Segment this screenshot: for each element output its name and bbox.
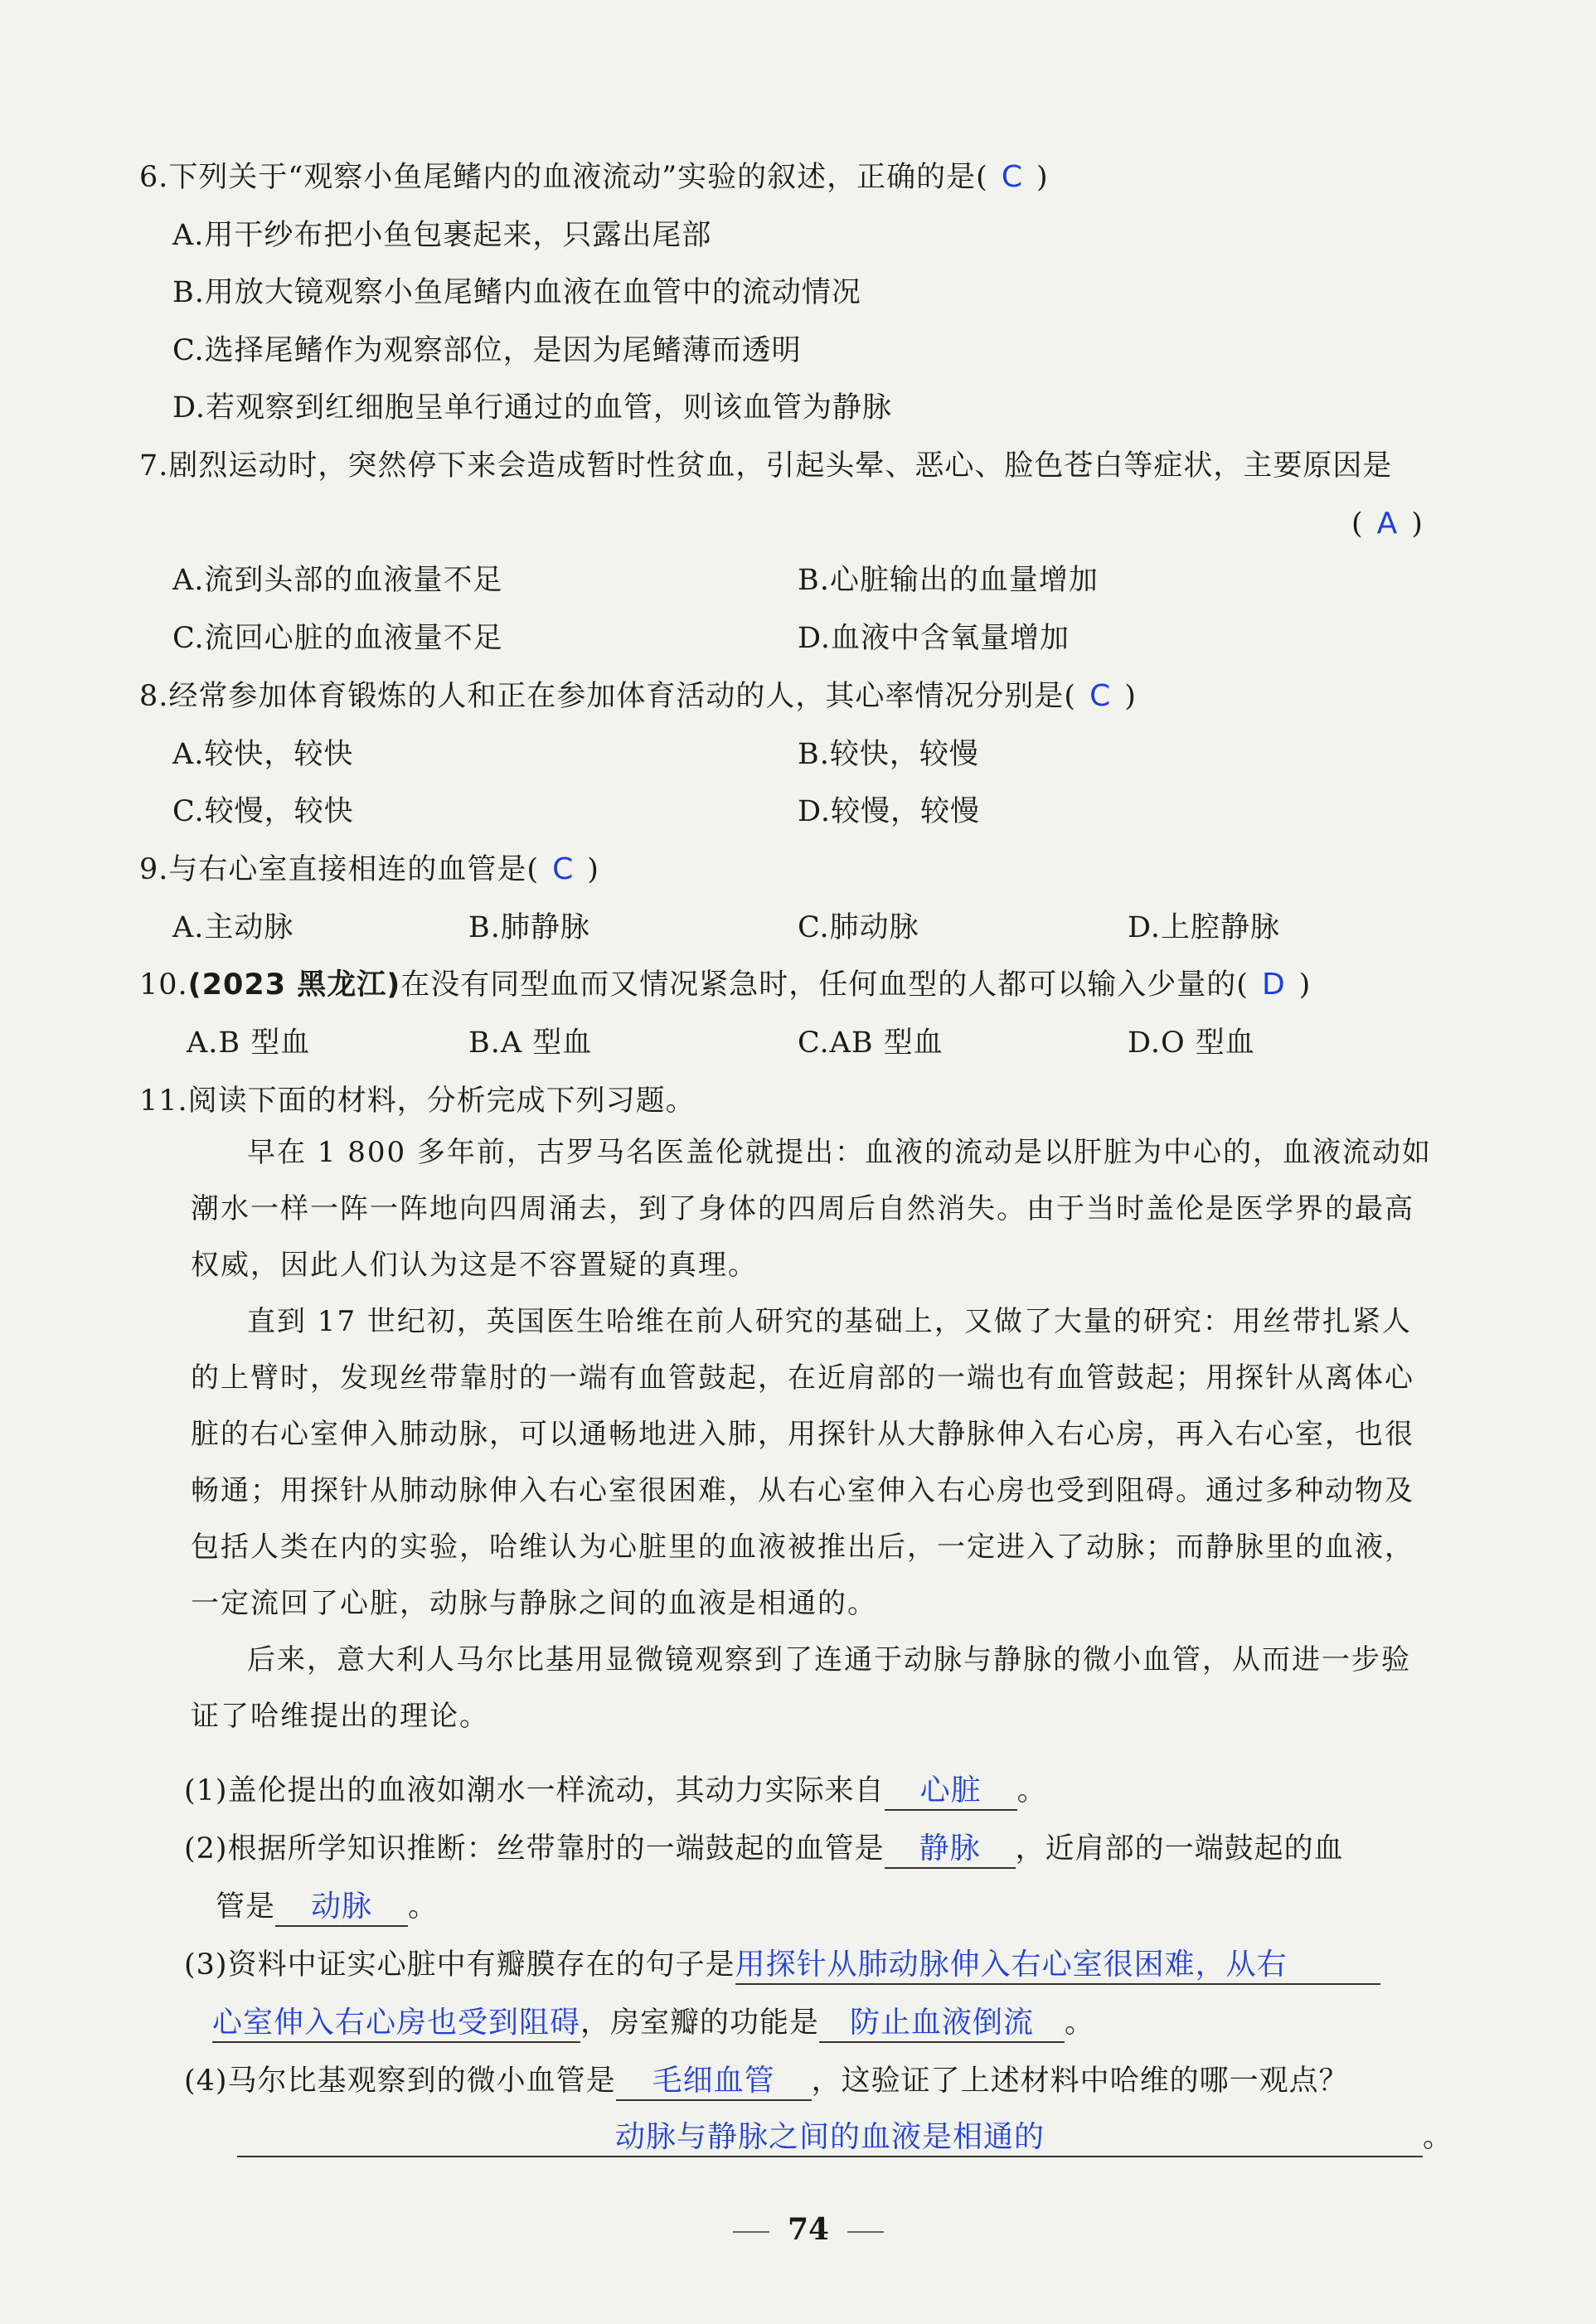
q11-sub4-middle: ，这验证了上述材料中哈维的哪一观点？ <box>811 2064 1349 2098</box>
page-number-value: 74 <box>788 2212 830 2247</box>
q7-option-c: C.流回心脏的血液量不足 <box>172 622 503 655</box>
q10-stem <box>139 967 1311 1003</box>
q11-sub2-prompt-2: 管是 <box>216 1890 276 1924</box>
q8-stem <box>139 678 1137 715</box>
page-number-dash-left <box>733 2231 769 2233</box>
q10-number: 10. <box>139 968 188 1002</box>
q11-reading-material <box>191 1124 1434 1744</box>
q8-option-b: B.较快，较慢 <box>798 738 979 771</box>
q9-option-b: B.肺静脉 <box>468 911 590 944</box>
q10-option-c: C.AB 型血 <box>798 1026 944 1060</box>
q10-close: ) <box>1298 968 1312 1002</box>
q11-sub3-middle: ，房室瓣的功能是 <box>580 2006 820 2040</box>
q9-option-d: D.上腔静脉 <box>1128 911 1280 944</box>
q6-option-a: A.用干纱布把小鱼包裹起来，只露出尾部 <box>172 219 712 252</box>
q11-sub1 <box>184 1773 1047 1811</box>
q9-option-a: A.主动脉 <box>172 911 294 944</box>
q11-sub1-end: 。 <box>1016 1774 1047 1807</box>
q11-sub3-answer-1a: 用探针从肺动脉伸入右心室很困难，从右 <box>735 1947 1380 1985</box>
q11-sub3-answer-1b: 心室伸入右心房也受到阻碍 <box>212 2005 580 2043</box>
q6-option-c: C.选择尾鳍作为观察部位，是因为尾鳍薄而透明 <box>172 334 802 367</box>
q11-sub4-line1 <box>184 2063 1349 2101</box>
q7-answer-line <box>1351 506 1424 542</box>
q7-stem: 7.剧烈运动时，突然停下来会造成暂时性贫血，引起头晕、恶心、脸色苍白等症状，主要原因是 <box>139 449 1393 483</box>
q11-paragraph-1: 早在 1 800 多年前，古罗马名医盖伦就提出：血液的流动是以肝脏为中心的，血液流动如潮水一样一阵一阵地向四周涌去，到了身体的四周后自然消失。由于当时盖伦是医学界的最高权威，因此人们认为这是不容置疑的真理。 <box>191 1136 1432 1282</box>
q10-answer: D <box>1261 968 1286 1002</box>
q11-sub2-answer-1: 静脉 <box>885 1831 1016 1869</box>
q11-paragraph-3: 后来，意大利人马尔比基用显微镜观察到了连通于动脉与静脉的微小血管，从而进一步验证了哈维提出的理论。 <box>191 1643 1411 1733</box>
q11-sub4-line2 <box>237 2119 1453 2157</box>
q11-sub4-end: 。 <box>1423 2121 1453 2154</box>
q11-sub4-answer-2: 动脉与静脉之间的血液是相通的 <box>237 2119 1423 2157</box>
q8-option-d: D.较慢，较慢 <box>798 795 980 828</box>
q9-option-c: C.肺动脉 <box>798 911 919 944</box>
q6-answer: C <box>1001 160 1023 194</box>
q11-sub4-answer-1: 毛细血管 <box>616 2063 812 2101</box>
q9-answer: C <box>552 852 575 886</box>
q9-stem <box>139 851 599 888</box>
q11-sub2-middle: ，近肩部的一端鼓起的血 <box>1015 1832 1344 1866</box>
q8-close: ) <box>1124 680 1137 713</box>
q10-source: (2023 黑龙江) <box>187 968 401 1002</box>
q11-sub1-prompt: (1)盖伦提出的血液如潮水一样流动，其动力实际来自 <box>184 1774 885 1807</box>
q7-option-d: D.血液中含氧量增加 <box>798 622 1070 655</box>
q10-stem-text: 在没有同型血而又情况紧急时，任何血型的人都可以输入少量的( <box>400 968 1249 1002</box>
q11-sub3-end: 。 <box>1065 2006 1095 2040</box>
q11-sub2-prompt: (2)根据所学知识推断：丝带靠肘的一端鼓起的血管是 <box>184 1832 885 1866</box>
q11-sub3-prompt: (3)资料中证实心脏中有瓣膜存在的句子是 <box>184 1948 735 1982</box>
q11-sub3-line1 <box>184 1947 1380 1985</box>
page-number-dash-right <box>847 2231 884 2233</box>
q7-option-a: A.流到头部的血液量不足 <box>172 564 503 597</box>
q11-sub3-answer-2: 防止血液倒流 <box>819 2005 1065 2043</box>
q7-open: ( <box>1351 507 1364 541</box>
q10-option-d: D.O 型血 <box>1128 1026 1255 1060</box>
q7-option-b: B.心脏输出的血量增加 <box>798 564 1099 597</box>
q11-stem: 11.阅读下面的材料，分析完成下列习题。 <box>139 1084 696 1118</box>
q11-sub2-answer-2: 动脉 <box>275 1889 408 1927</box>
q11-sub4-prompt: (4)马尔比基观察到的微小血管是 <box>184 2064 616 2098</box>
q7-answer: A <box>1376 507 1399 541</box>
page-number <box>715 2212 902 2247</box>
q7-close: ) <box>1411 507 1424 541</box>
q6-close: ) <box>1036 161 1049 194</box>
q6-option-b: B.用放大镜观察小鱼尾鳍内血液在血管中的流动情况 <box>172 276 861 309</box>
q11-sub2-line1 <box>184 1831 1344 1869</box>
q11-sub3-line2 <box>212 2005 1094 2043</box>
q10-option-b: B.A 型血 <box>468 1026 593 1060</box>
q11-sub1-answer: 心脏 <box>885 1773 1017 1811</box>
q11-sub2-end: 。 <box>408 1890 439 1924</box>
q11-paragraph-2: 直到 17 世纪初，英国医生哈维在前人研究的基础上，又做了大量的研究：用丝带扎紧人的上臂时，发现丝带靠肘的一端有血管鼓起，在近肩部的一端也有血管鼓起；用探针从离体心脏的右心室伸入肺动脉，可以通畅地进入肺，用探针从大静脉伸入右心房，再入右心室，也很畅通；用探针从肺动脉伸入右心室很困难，从右心室伸入右心房也受到阻碍。通过多种动物及包括人类在内的实验，哈维认为心脏里的血液被推出后，一定进入了动脉；而静脉里的血液，一定流回了心脏，动脉与静脉之间的血液是相通的。 <box>191 1305 1414 1620</box>
q9-close: ) <box>587 853 599 886</box>
q6-stem <box>139 159 1049 196</box>
q6-stem-text: 6.下列关于“观察小鱼尾鳍内的血液流动”实验的叙述，正确的是( <box>139 161 988 194</box>
q10-option-a: A.B 型血 <box>187 1026 311 1060</box>
q8-option-c: C.较慢，较快 <box>172 795 354 828</box>
q8-answer: C <box>1089 679 1112 713</box>
q11-sub2-line2 <box>216 1889 438 1927</box>
q8-option-a: A.较快，较快 <box>172 738 354 771</box>
q6-option-d: D.若观察到红细胞呈单行通过的血管，则该血管为静脉 <box>172 391 892 425</box>
q8-stem-text: 8.经常参加体育锻炼的人和正在参加体育活动的人，其心率情况分别是( <box>139 680 1077 713</box>
q9-stem-text: 9.与右心室直接相连的血管是( <box>139 853 540 886</box>
